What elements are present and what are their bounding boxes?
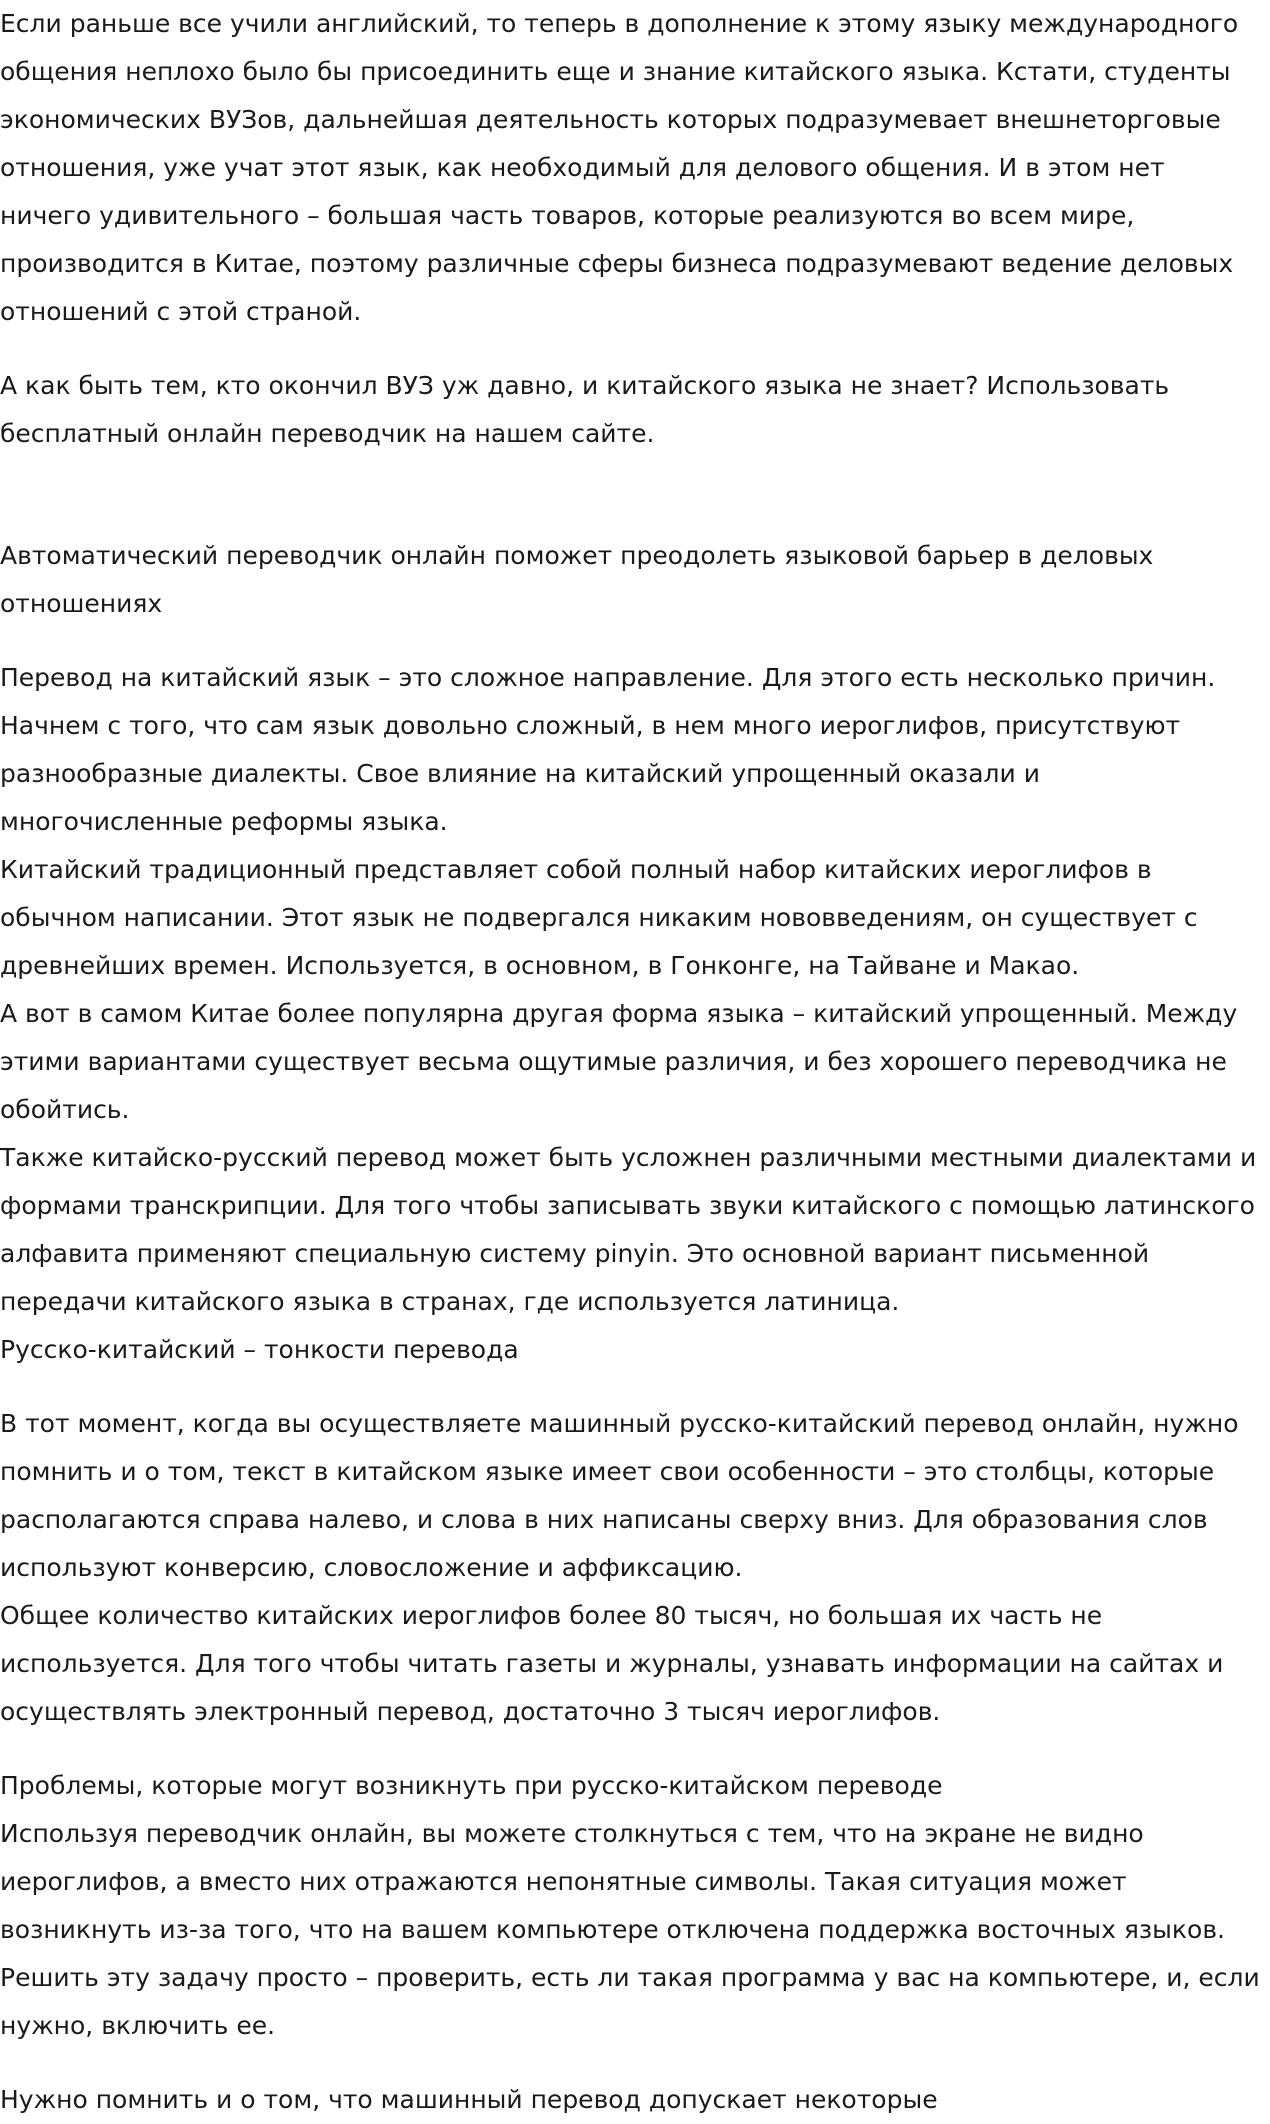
paragraph-simplified-chinese: А вот в самом Китае более популярна другая форма языка – китайский упрощенный. Между этими вариантами существует весьма ощутимые различия, и без хорошего переводчика не обойтись. [0, 999, 1238, 1124]
paragraph-machine-translation: Нужно помнить и о том, что машинный перевод допускает некоторые [0, 2085, 938, 2114]
section-heading-problems: Проблемы, которые могут возникнуть при русско-китайском переводе [0, 1771, 943, 1800]
paragraph-online-translator: А как быть тем, кто окончил ВУЗ уж давно, и китайского языка не знает? Использовать бесплатный онлайн переводчик на нашем сайте. [0, 371, 1170, 448]
section-heading-language-barrier: Автоматический переводчик онлайн поможет преодолеть языковой барьер в деловых отношениях [0, 541, 1154, 618]
paragraph-dialects-pinyin: Также китайско-русский перевод может быть усложнен различными местными диалектами и формами транскрипции. Для того чтобы записывать звуки китайского с помощью латинского алфавита применяют специальную систему pinyin. Это основной вариант письменной передачи китайского языка в странах, где используется латиница. [0, 1143, 1257, 1316]
paragraph-intro: Если раньше все учили английский, то теперь в дополнение к этому языку международного общения неплохо было бы присоединить еще и знание китайского языка. Кстати, студенты экономических ВУЗов, дальнейшая деятельность которых подразумевает внешнеторговые отношения, уже учат этот язык, как необходимый для делового общения. И в этом нет ничего удивительного – большая часть товаров, которые реализуются во всем мире, производится в Китае, поэтому различные сферы бизнеса подразумевают ведение деловых отношений с этой страной. [0, 9, 1239, 326]
paragraph-traditional-chinese: Китайский традиционный представляет собой полный набор китайских иероглифов в обычном написании. Этот язык не подвергался никаким нововведениям, он существует с древнейших времен. Используется, в основном, в Гонконге, на Тайване и Макао. [0, 855, 1198, 980]
paragraph-display-issues: Используя переводчик онлайн, вы можете столкнуться с тем, что на экране не видно иероглифов, а вместо них отражаются непонятные символы. Такая ситуация может возникнуть из-за того, что на вашем компьютере отключена поддержка восточных языков. Решить эту задачу просто – проверить, есть ли такая программа у вас на компьютере, и, если нужно, включить ее. [0, 1819, 1260, 2040]
paragraph-hieroglyph-count: Общее количество китайских иероглифов более 80 тысяч, но большая их часть не используется. Для того чтобы читать газеты и журналы, узнавать информации на сайтах и осуществлять электронный перевод, достаточно 3 тысяч иероглифов. [0, 1601, 1224, 1726]
paragraph-text-features: В тот момент, когда вы осуществляете машинный русско-китайский перевод онлайн, нужно помнить и о том, текст в китайском языке имеет свои особенности – это столбцы, которые располагаются справа налево, и слова в них написаны сверху вниз. Для образования слов используют конверсию, словосложение и аффиксацию. [0, 1409, 1239, 1582]
section-heading-translation-subtleties: Русско-китайский – тонкости перевода [0, 1335, 519, 1364]
paragraph-complexity: Перевод на китайский язык – это сложное направление. Для этого есть несколько причин. Начнем с того, что сам язык довольно сложный, в нем много иероглифов, присутствуют разнообразные диалекты. Свое влияние на китайский упрощенный оказали и многочисленные реформы языка. [0, 663, 1216, 836]
